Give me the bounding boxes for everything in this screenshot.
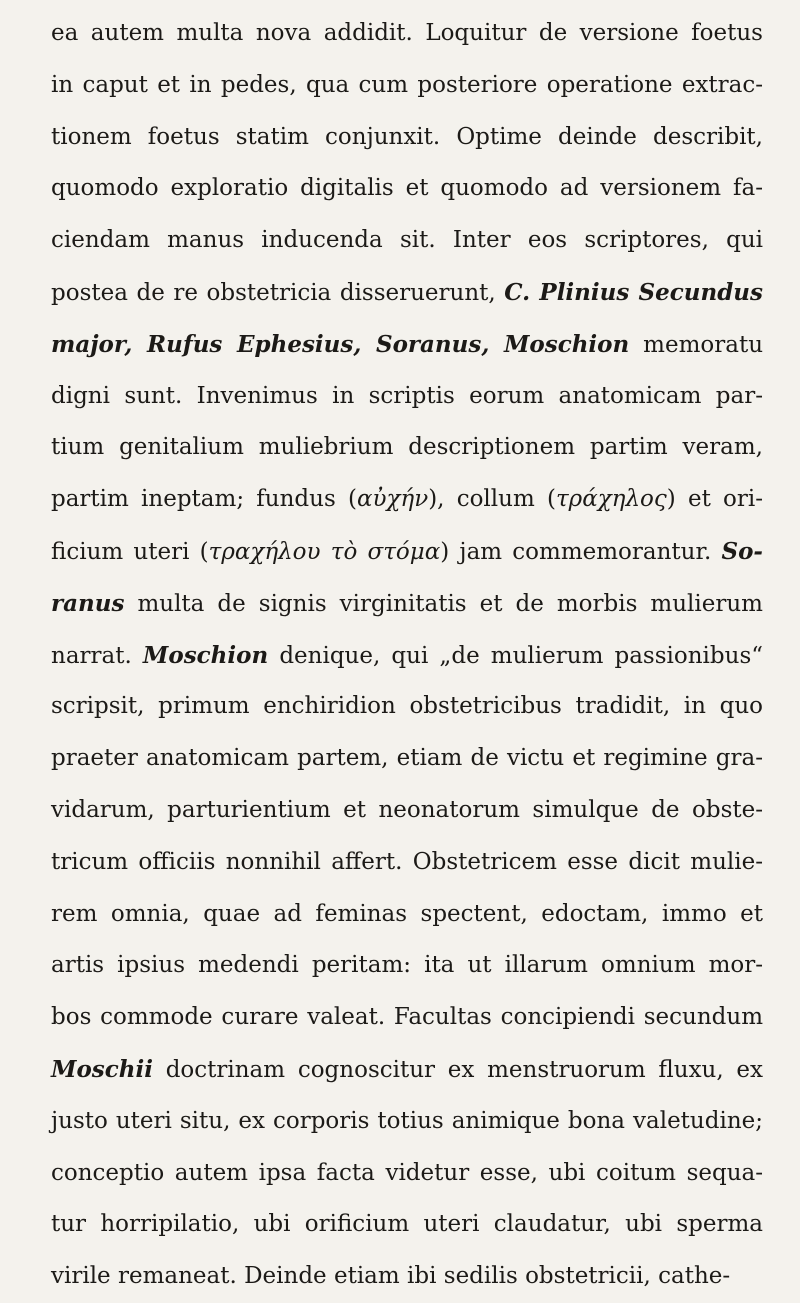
text-line	[51, 837, 763, 889]
text-segment: virile remaneat. Deinde etiam ibi sedilis obstetricii, cathe-	[51, 1263, 731, 1290]
greek-term: τράχηλος	[555, 486, 667, 513]
text-line	[51, 630, 763, 682]
text-line	[51, 1044, 763, 1096]
text-line	[51, 1199, 763, 1251]
text-line	[51, 422, 763, 474]
text-segment: tricum officiis nonnihil affert. Obstetricem esse dicit mulie-	[51, 848, 763, 875]
text-line	[51, 474, 763, 526]
text-line	[51, 526, 763, 578]
text-segment: conceptio autem ipsa facta videtur esse, ubi coitum sequa-	[51, 1159, 763, 1186]
text-segment: partim ineptam; fundus (	[51, 486, 357, 513]
text-line	[51, 163, 763, 215]
text-line	[51, 785, 763, 837]
author-name: Moschion	[142, 641, 269, 669]
text-segment: in caput et in pedes, qua cum posteriore operatione extrac-	[51, 71, 763, 98]
greek-term: αὐχήν	[356, 486, 429, 513]
text-line	[51, 889, 763, 941]
text-segment: narrat.	[51, 642, 143, 669]
text-segment: memoratu	[629, 331, 764, 358]
text-segment: ), collum (	[428, 486, 556, 513]
author-name: major, Rufus Ephesius, Soranus, Moschion	[51, 330, 630, 358]
text-line	[51, 1096, 763, 1148]
text-segment: quomodo exploratio digitalis et quomodo ad versionem fa-	[51, 175, 763, 202]
text-line	[51, 940, 763, 992]
text-line	[51, 319, 763, 371]
text-segment: justo uteri situ, ex corporis totius animique bona valetudine;	[51, 1107, 763, 1134]
text-segment: tionem foetus statim conjunxit. Optime deinde describit,	[51, 123, 763, 150]
text-segment: artis ipsius medendi peritam: ita ut illarum omnium mor-	[51, 952, 763, 979]
text-segment: ) jam commemorantur.	[440, 538, 722, 565]
author-name: Moschii	[51, 1055, 153, 1083]
text-segment: postea de re obstetricia disseruerunt,	[51, 279, 505, 306]
text-segment: doctrinam cognoscitur ex menstruorum fluxu, ex	[152, 1056, 763, 1083]
text-line	[51, 992, 763, 1044]
text-line	[51, 8, 763, 60]
text-segment: denique, qui „de mulierum passionibus“	[268, 642, 764, 669]
body-text	[51, 8, 763, 1303]
text-segment: ciendam manus inducenda sit. Inter eos scriptores, qui	[51, 227, 763, 254]
text-line	[51, 60, 763, 112]
text-segment: ) et ori-	[666, 486, 763, 513]
author-name: So-	[721, 537, 763, 565]
text-segment: scripsit, primum enchiridion obstetricibus tradidit, in quo	[51, 693, 763, 720]
text-line	[51, 112, 763, 164]
author-name: ranus	[51, 589, 125, 617]
text-segment: digni sunt. Invenimus in scriptis eorum anatomicam par-	[51, 382, 763, 409]
text-segment: ea autem multa nova addidit. Loquitur de versione foetus	[51, 20, 763, 46]
text-segment: ficium uteri (	[51, 538, 209, 565]
text-line	[51, 267, 763, 319]
text-segment: tium genitalium muliebrium descriptionem partim veram,	[51, 434, 763, 461]
text-segment: rem omnia, quae ad feminas spectent, edoctam, immo et	[51, 900, 763, 927]
text-segment: vidarum, parturientium et neonatorum simulque de obste-	[51, 796, 763, 823]
text-line	[51, 1251, 763, 1303]
text-line	[51, 578, 763, 630]
text-segment: bos commode curare valeat. Facultas concipiendi secundum	[51, 1004, 763, 1031]
text-line	[51, 681, 763, 733]
text-line	[51, 371, 763, 423]
greek-term: τραχήλου τὸ στόμα	[208, 538, 441, 565]
text-line	[51, 1148, 763, 1200]
text-line	[51, 215, 763, 267]
author-name: C. Plinius Secundus	[504, 278, 763, 306]
text-segment: praeter anatomicam partem, etiam de victu et regimine gra-	[51, 745, 763, 772]
text-line	[51, 733, 763, 785]
text-segment: tur horripilatio, ubi orificium uteri claudatur, ubi sperma	[51, 1211, 763, 1238]
text-segment: multa de signis virginitatis et de morbis mulierum	[124, 590, 763, 617]
